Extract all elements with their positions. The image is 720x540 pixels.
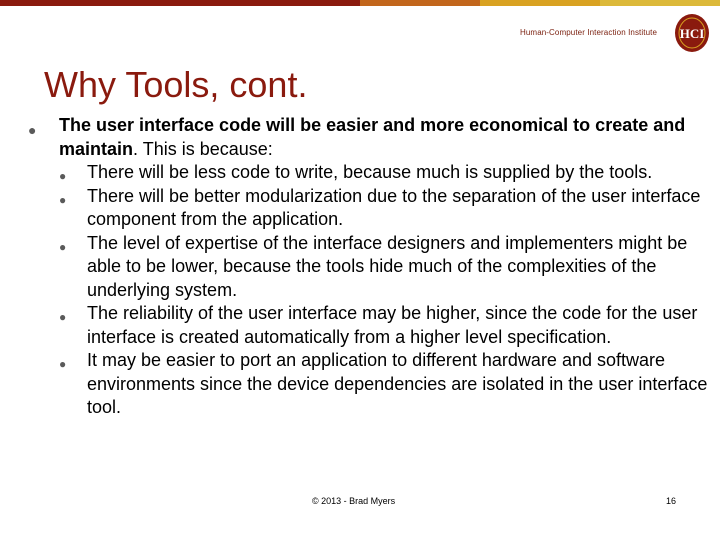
bullet-icon: ● [59,192,67,207]
main-bullet-bold: The user interface code will be easier and more economical to create and maintain [59,115,686,159]
sub-bullet [28,349,718,420]
slide-body [28,114,718,420]
sub-bullet-text: There will be less code to write, because much is supplied by the tools. [87,162,653,182]
bullet-icon: ● [28,122,37,138]
institute-name: Human-Computer Interaction Institute [520,28,657,37]
bar-segment-yellow [600,0,720,6]
bullet-icon: ● [59,357,67,371]
slide-title: Why Tools, cont. [44,64,308,105]
sub-bullet [28,185,718,232]
sub-bullet-text: There will be better modularization due to the separation of the user interface component from the application. [87,185,701,229]
bullet-icon: ● [59,169,67,183]
sub-bullet [28,161,718,185]
main-bullet-rest: . This is because: [133,138,273,159]
bullet-icon: ● [59,310,67,324]
main-bullet [28,114,718,161]
top-color-bar [0,0,720,6]
hcii-logo-icon [672,10,712,54]
svg-text:HCI: HCI [679,26,705,41]
sub-bullet-text: It may be easier to port an application to different hardware and software environments since the device dependencies are isolated in the user interface tool. [87,350,708,417]
footer-page-number: 16 [666,496,677,506]
footer-copyright: © 2013 - Brad Myers [312,496,396,506]
bar-segment-orange [360,0,480,6]
sub-bullet-text: The reliability of the user interface may be higher, since the code for the user interface is created automatically from a higher level specification. [87,303,698,347]
sub-bullet-list [28,161,718,420]
sub-bullet [28,302,718,349]
bar-segment-gold [480,0,600,6]
sub-bullet [28,232,718,303]
sub-bullet-text: The level of expertise of the interface designers and implementers might be able to be lower, because the tools hide much of the complexities of the underlying system. [87,232,688,300]
bullet-icon: ● [59,239,67,254]
bar-segment-dark-red [0,0,360,6]
